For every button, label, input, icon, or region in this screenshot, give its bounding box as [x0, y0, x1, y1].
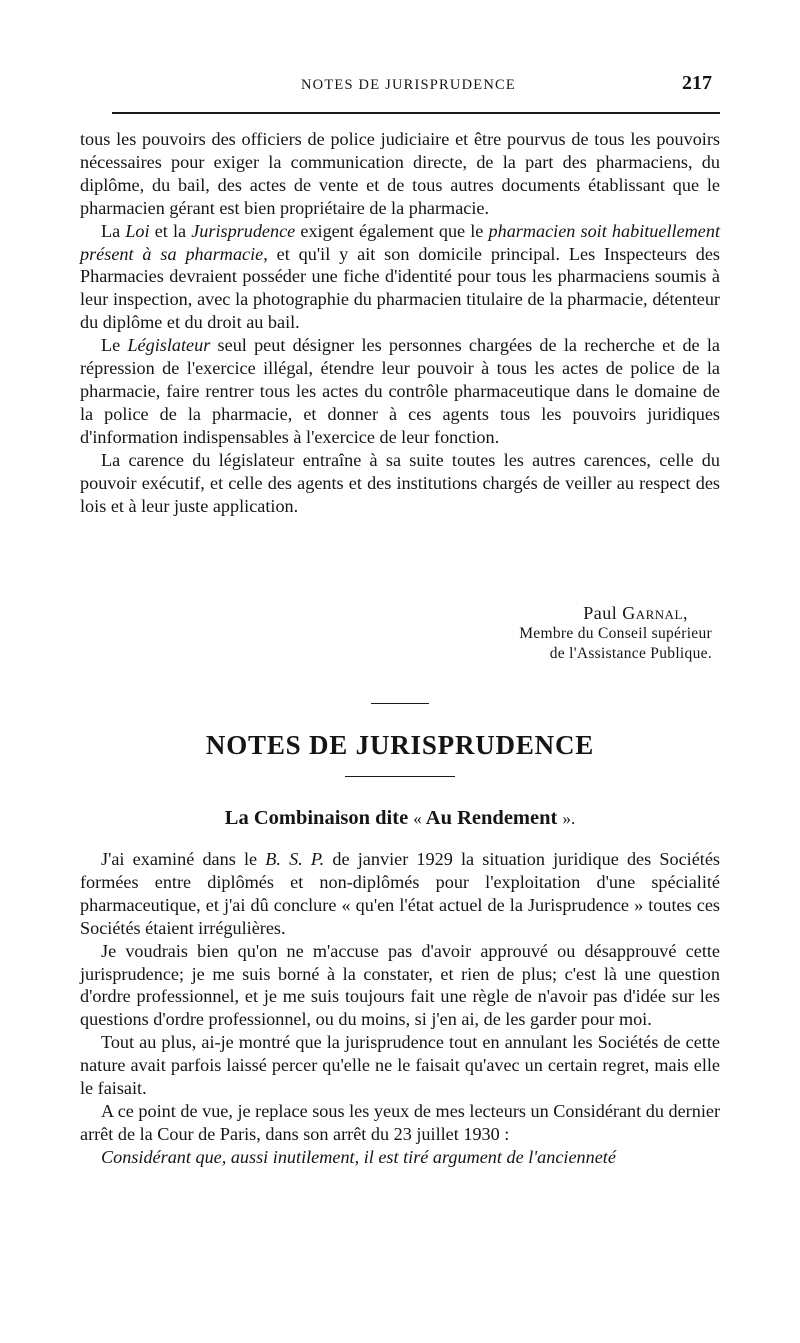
paragraph: Tout au plus, ai-je montré que la jurisprudence tout en annulant les Sociétés de cette nature avait parfois laissé percer qu'elle ne le faisait qu'avec un certain regret, mais elle le faisait. [80, 1032, 720, 1099]
paragraph: tous les pouvoirs des officiers de police judiciaire et être pourvus de tous les pouvoirs nécessaires pour exiger la communication directe, de la part des pharmaciens, du diplôme, du bail, des actes de vente et de tous autres documents établissant que le pharmacien gérant est bien propriétaire de la pharmacie. [80, 129, 720, 218]
paragraph: Le Législateur seul peut désigner les personnes chargées de la recherche et de la répression de l'exercice illégal, étendre leur pouvoir à tous les actes de police de la pharmacie, faire rentrer tous les actes du contrôle pharmaceutique dans le domaine de la police de la pharmacie, et donner à ces agents tous les pouvoirs juridiques d'information indispensables à l'exercice de leur fonction. [80, 335, 720, 447]
running-head [80, 72, 720, 102]
section-subtitle: La Combinaison dite « Au Rendement ». [224, 807, 576, 829]
author-name: Paul Garnal, [583, 603, 688, 623]
author-title: de l'Assistance Publique. [549, 645, 712, 662]
paragraph: Je voudrais bien qu'on ne m'accuse pas d'avoir approuvé ou désapprouvé cette jurisprudence; je me suis borné à la constater, et rien de plus; c'est là une question d'ordre professionnel, et je me suis toujours fait une règle de n'avoir pas d'idée sur les questions d'ordre professionnel, ou du moins, si j'en ai, de les garder pour moi. [80, 940, 720, 1030]
paragraph: J'ai examiné dans le B. S. P. de janvier 1929 la situation juridique des Sociétés formées entre diplômés et non-diplômés pour l'exploitation d'une spécialité pharmaceutique, et j'ai dû conclure « qu'en l'état actuel de la Jurisprudence » toutes ces Sociétés étaient irrégulières. [80, 849, 720, 938]
paragraph: La Loi et la Jurisprudence exigent également que le pharmacien soit habituellement présent à sa pharmacie, et qu'il y ait son domicile principal. Les Inspecteurs des Pharmacies devraient posséder une fiche d'identité pour tous les pharmaciens soumis à leur inspection, avec la photographie du pharmacien titulaire de la pharmacie, détenteur du diplôme et du droit au bail. [80, 220, 721, 333]
paragraph: Considérant que, aussi inutilement, il est tiré argument de l'ancienneté [101, 1146, 616, 1167]
article-continuation [80, 128, 720, 517]
title-underline [345, 776, 455, 777]
page-number: 217 [682, 72, 712, 94]
header-rule [112, 112, 720, 114]
section-title: NOTES DE JURISPRUDENCE [205, 730, 595, 760]
paragraph: La carence du législateur entraîne à sa suite toutes les autres carences, celle du pouvoir exécutif, et celle des agents et des institutions chargés de veiller au respect des lois et à leur juste application. [80, 449, 720, 516]
signature-block [80, 602, 712, 664]
paragraph: A ce point de vue, je replace sous les yeux de mes lecteurs un Considérant du dernier arrêt de la Cour de Paris, dans son arrêt du 23 juillet 1930 : [80, 1100, 720, 1144]
section-separator [371, 703, 429, 704]
author-title: Membre du Conseil supérieur [519, 625, 712, 642]
running-title: NOTES DE JURISPRUDENCE [301, 77, 516, 93]
section-body [80, 848, 720, 1169]
